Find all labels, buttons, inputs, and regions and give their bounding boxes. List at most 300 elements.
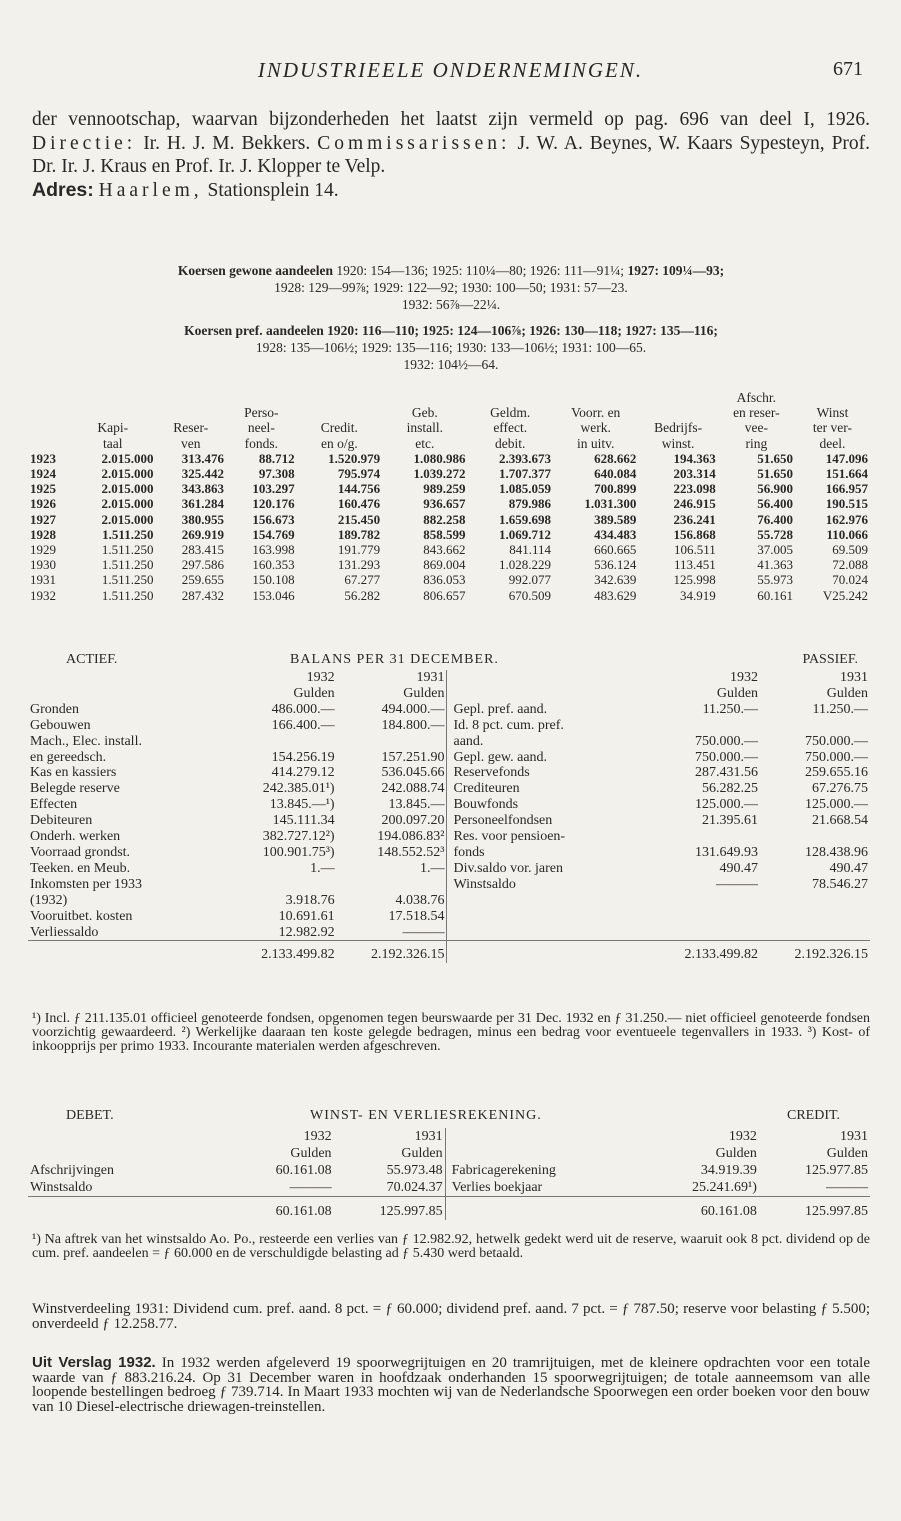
running-title: INDUSTRIEELE ONDERNEMINGEN. [257,58,644,82]
koersen-gewone-1927: 1927: 109¼—93; [627,263,725,278]
wv-footnote: ¹) Na aftrek van het winstsaldo Ao. Po., resteerde een verlies van ƒ 12.982.92, hetwelk gedekt werd uit de reserve, waaruit ook 8 pct. dividend op de cum. pref. aandeelen = ƒ 60.000 en de verschuldigde belasting ad ƒ 5.430 werd betaald. [32,1232,870,1261]
financial-table-row [28,451,870,466]
wv-total: 125.997.85 [334,1197,446,1221]
balans-label: Bouwfonds [447,797,650,813]
koersen-pref-line1: 1920: 116—110; 1925: 124—106⅞; 1926: 130—118; 1927: 135—116; [327,323,718,338]
balans-value [227,877,337,893]
financial-value-cell: 156.673 [252,511,295,527]
financial-value-cell: 297.586 [181,557,225,573]
financial-header-cell: effect. [493,420,528,436]
balans-year-row [28,670,870,686]
financial-value-cell: 1.511.250 [101,572,154,588]
intro-text: der vennootschap, waarvan bijzonderheden het laatst zijn vermeld op pag. 696 van deel I, 1926. [32,109,870,130]
directie-label: Directie: [32,132,137,154]
balans-value: 56.282.25 [702,781,759,797]
balans-value [337,877,447,893]
financial-value-cell: 60.161 [757,587,793,603]
wv-value: 60.161.08 [275,1163,332,1178]
balans-value: 750.000.— [695,749,759,765]
financial-value-cell: 989.259 [423,481,466,497]
balans-value: 21.668.54 [812,813,868,829]
financial-value-cell: 191.779 [337,542,381,558]
adres-value: Stationsplein 14. [207,179,339,201]
financial-table-row [28,496,870,511]
balans-label: fonds [447,845,650,861]
balans-value: 750.000.— [805,733,868,749]
balans-value: 78.546.27 [812,876,868,892]
financial-value-cell: 2.015.000 [101,466,154,482]
financial-value-cell: 795.974 [337,466,381,482]
financial-header-cell: Reser- [173,420,209,436]
financial-value-cell: 1.707.377 [498,466,551,482]
verslag-text: In 1932 werden afgeleverd 19 spoorwegrijtuigen en 20 tramrijtuigen, met de kleinere opdrachten voor een totale waarde van ƒ 883.216.24. Op 31 December waren in hoofdzaak onderhanden 15 spoorwegrijtuigen; de totale aanneemsom van alle loopende bestellingen bedroeg ƒ 739.714. In Maart 1933 mochten wij van de Nederlandsche Spoorwegen een order boeken voor den bouw van 10 Diesel-electrische driewagen-treinstellen. [32,1355,871,1415]
financial-value-cell: 1.511.250 [101,587,154,603]
balans-label: Winstsaldo [447,877,650,893]
financial-table-row [28,527,870,542]
wv-value: 125.977.85 [805,1163,868,1178]
financial-value-cell: 51.650 [757,466,793,482]
financial-value-cell: 67.277 [344,572,381,588]
balans-label: Teeken. en Meub. [30,860,131,876]
koersen-pref-label: Koersen pref. aandeelen [184,323,324,338]
financial-value-cell: 806.657 [423,587,466,603]
balans-row [28,845,870,861]
wv-row [28,1179,870,1197]
financial-value-cell: 1.511.250 [102,526,154,542]
balans-value [650,829,760,845]
balans-value: 166.400.— [271,717,335,733]
koersen-gewone [36,262,866,313]
balans-value [337,734,447,750]
financial-table-header [28,390,870,451]
balans-value: 13.845.—¹) [269,797,335,813]
balans-value [650,925,760,941]
balans-value [760,829,870,845]
financial-value-cell: 223.098 [673,481,716,497]
financial-value-cell: V25.242 [822,587,868,603]
commissarissen-label: Commissarissen: [317,132,511,154]
balans-value: 128.438.96 [805,844,868,860]
financial-table-row [28,542,870,557]
financial-year-cell: 1925 [30,481,56,497]
balans-label: Id. 8 pct. cum. pref. [447,718,650,734]
financial-value-cell: 151.664 [825,466,868,482]
adres-city: Haarlem, [98,179,203,201]
financial-year-cell: 1924 [30,466,56,482]
financial-value-cell: 236.241 [673,511,716,527]
wv-year-credit-1932: 1932 [728,1129,757,1144]
financial-header-row [28,405,870,420]
balans-year-actief-1931: 1931 [416,670,445,685]
commissarissen-value: J. W. A. Beynes, W. Kaars Sypesteyn, Prof. Dr. Ir. J. Kraus en Prof. Ir. J. Klopper te Velp. [32,132,871,177]
balans-unit-passief-1932: Gulden [716,685,759,701]
balans-label: Reservefonds [447,765,650,781]
financial-value-cell: 1.080.986 [413,450,466,466]
financial-value-cell: 1.069.712 [498,526,551,542]
financial-value-cell: 147.096 [825,450,868,466]
balans-value: 154.256.19 [271,749,335,765]
balans-label: Voorraad grondst. [30,844,131,860]
financial-header-cell [70,405,155,420]
financial-value-cell: 628.662 [594,450,637,466]
financial-value-cell: 56.900 [757,481,793,497]
financial-header-cell: en reser- [733,405,780,421]
balans-value: ——— [402,924,445,940]
financial-value-cell: 56.400 [757,496,793,512]
financial-value-cell: 259.655 [181,572,225,588]
financial-value-cell: 936.657 [423,496,466,512]
financial-header-cell [468,390,553,405]
financial-value-cell: 203.314 [673,466,716,482]
wv-value: ——— [826,1180,868,1195]
wv-total: 60.161.08 [648,1197,759,1221]
balans-unit-actief-1931: Gulden [403,685,445,701]
wv-label: Fabricagerekening [445,1162,648,1179]
financial-value-cell: 150.108 [252,572,295,588]
financial-value-cell: 992.077 [508,572,551,588]
wv-heading [28,1108,870,1126]
financial-value-cell: 154.769 [252,526,295,542]
financial-value-cell: 380.955 [181,511,225,527]
financial-header-cell [795,390,870,405]
financial-value-cell: 166.957 [825,481,868,497]
financial-header-cell [155,390,226,405]
balans-value: 490.47 [829,860,868,876]
balans-value: 494.000.— [381,701,445,717]
financial-header-cell: ven [180,435,201,451]
balans-value: 13.845.— [388,797,445,813]
balans-label [447,925,650,941]
financial-header-cell: neel- [247,420,275,436]
balans-value: 242.385.01¹) [262,781,335,797]
financial-value-cell: 269.919 [181,526,225,542]
balans-label: Belegde reserve [30,781,120,797]
financial-value-cell: 342.639 [594,572,637,588]
balans-value: 536.045.66 [381,765,445,781]
balans-label: (1932) [30,892,68,908]
financial-value-cell: 2.015.000 [101,450,154,466]
financial-year-cell: 1923 [30,450,56,466]
credit-label: CREDIT. [786,1108,840,1123]
wv-year-row [28,1128,870,1145]
balans-value [650,718,760,734]
financial-value-cell: 106.511 [673,542,716,558]
page-header [0,58,901,86]
financial-header-cell: Perso- [244,405,279,421]
footnote-1: ¹) Incl. ƒ 211.135.01 officieel genoteerde fondsen, opgenomen tegen beurswaarde per 31 Dec. 1932 en ƒ 31.250.— niet officieel genoteerde fondsen voorzichtig gewaardeerd. [32,1011,870,1040]
financial-value-cell: 156.868 [673,526,716,542]
koersen-gewone-label: Koersen gewone aandeelen [177,263,334,278]
financial-value-cell: 246.915 [673,496,716,512]
balans-row [28,813,870,829]
financial-value-cell: 160.476 [337,496,381,512]
financial-value-cell: 2.015.000 [101,481,154,497]
financial-header-cell [28,405,70,420]
financial-value-cell: 88.712 [258,450,295,466]
wv-unit-row [28,1145,870,1162]
wv-value: 55.973.48 [386,1163,443,1178]
financial-year-cell: 1926 [30,496,56,512]
financial-value-cell: 483.629 [594,587,637,603]
koersen-gewone-line2: 1928: 129—99⅞; 1929: 122—92; 1930: 100—50; 1931: 57—23. [274,280,628,295]
koersen-pref-line2: 1928: 135—106½; 1929: 135—116; 1930: 133—106½; 1931: 100—65. [255,340,647,355]
financial-value-cell: 858.599 [423,526,466,542]
financial-table-row [28,512,870,527]
balans-total: 2.133.499.82 [650,941,760,963]
balans-table-body [28,670,870,963]
balans-value [760,893,870,909]
financial-header-cell: Geldm. [490,405,531,421]
balans-row [28,877,870,893]
balans-value [650,909,760,925]
balans-row [28,702,870,718]
balans-label: Kas en kassiers [30,765,117,781]
verslag-label: Uit Verslag 1932. [32,1354,156,1371]
financial-value-cell: 162.976 [825,511,868,527]
financial-value-cell: 55.728 [757,526,793,542]
balans-value: 148.552.52³ [377,844,445,860]
balans-label: Inkomsten per 1933 [30,876,142,892]
wv-title: WINST- EN VERLIESREKENING. [310,1108,542,1123]
balans-totals-row [28,941,870,963]
balans-value: 12.982.92 [278,924,335,940]
balans-value [227,734,337,750]
debet-label: DEBET. [66,1108,114,1123]
balans-unit-row [28,686,870,702]
balans-value: 157.251.90 [381,749,445,765]
balans-year-passief-1932: 1932 [730,670,759,685]
wv-unit-debet-1932: Gulden [290,1146,332,1161]
balans-value: 1.— [310,860,335,876]
financial-value-cell: 131.293 [337,557,381,573]
financial-value-cell: 1.659.698 [498,511,551,527]
financial-year-cell: 1931 [30,572,56,588]
passief-label: PASSIEF. [802,652,858,667]
financial-value-cell: 361.284 [181,496,225,512]
financial-table-row [28,557,870,572]
balans-value: 1.— [419,860,445,876]
balans-value: 750.000.— [805,749,868,765]
balans-value: ——— [716,876,759,892]
financial-history-table [28,390,870,603]
financial-value-cell: 120.176 [252,496,295,512]
winstverdeeling-paragraph: Winstverdeeling 1931: Dividend cum. pref. aand. 8 pct. = ƒ 60.000; dividend pref. aand. 7 pct. = ƒ 787.50; reserve voor belasting ƒ 5.500; onverdeeld ƒ 12.258.77. [32,1301,870,1332]
financial-header-cell: Bedrijfs- [654,420,703,436]
financial-header-cell [638,405,717,420]
financial-header-cell: debit. [495,435,526,451]
balans-value [760,909,870,925]
financial-value-cell: 1.039.272 [413,466,466,482]
balans-row [28,925,870,941]
balans-label [447,893,650,909]
wv-value: 70.024.37 [386,1180,443,1195]
balans-unit-actief-1932: Gulden [293,685,335,701]
financial-header-cell [297,405,382,420]
financial-header-cell [553,390,638,405]
balans-value: 125.000.— [805,797,868,813]
financial-value-cell: 283.415 [181,542,225,558]
winst-verlies-table [28,1128,870,1220]
financial-year-cell: 1927 [30,511,56,527]
financial-table-row [28,588,870,603]
financial-table-row [28,466,870,481]
financial-value-cell: 34.919 [680,587,716,603]
koersen-gewone-line3: 1932: 56⅞—22¼. [401,297,501,312]
financial-year-cell: 1928 [30,526,56,542]
financial-value-cell: 1.028.229 [498,557,551,573]
balans-label: Effecten [30,797,78,813]
balans-label: Onderh. werken [30,829,121,845]
financial-header-cell: Winst [816,405,849,421]
balans-row [28,718,870,734]
balans-label [447,909,650,925]
financial-header-cell [155,405,226,420]
financial-value-cell: 287.432 [181,587,225,603]
financial-header-cell: install. [406,420,443,436]
financial-value-cell: 113.451 [673,557,716,573]
financial-value-cell: 1.511.250 [101,542,154,558]
balans-value: 242.088.74 [381,781,445,797]
balans-footnotes [32,1012,870,1054]
balans-row [28,861,870,877]
financial-header-cell [638,390,717,405]
financial-header-cell: Voorr. en [571,405,621,421]
koersen-pref-line3: 1932: 104½—64. [403,357,499,372]
financial-value-cell: 1.511.250 [101,557,154,573]
balans-heading [28,652,870,670]
wv-unit-credit-1932: Gulden [715,1146,757,1161]
page-number: 671 [833,58,863,80]
balans-label: Mach., Elec. install. [30,733,142,749]
financial-value-cell: 660.665 [594,542,637,558]
balans-value: 21.395.61 [702,813,759,829]
financial-header-cell: ter ver- [812,420,852,436]
balans-value: 3.918.76 [285,892,335,908]
financial-value-cell: 97.308 [258,466,295,482]
balans-row [28,781,870,797]
balans-row [28,797,870,813]
balans-value: 131.649.93 [695,844,759,860]
financial-value-cell: 189.782 [337,526,381,542]
financial-header-cell [28,420,70,435]
balans-value: 200.097.20 [381,813,445,829]
financial-header-cell: fonds. [244,435,278,451]
balans-value [650,893,760,909]
wv-label: Verlies boekjaar [445,1179,648,1197]
financial-header-cell: Kapi- [97,420,129,436]
balans-row [28,765,870,781]
financial-header-cell [297,390,382,405]
intro-paragraph [32,108,870,202]
balans-label: Res. voor pensioen- [447,829,650,845]
financial-value-cell: 325.442 [181,466,225,482]
financial-value-cell: 215.450 [337,511,381,527]
balans-row [28,893,870,909]
balans-label: en gereedsch. [30,749,107,765]
balans-value: 259.655.16 [805,765,868,781]
financial-header-row [28,390,870,405]
wv-label: Winstsaldo [30,1180,93,1195]
financial-value-cell: 1.085.059 [498,481,551,497]
balans-total: 2.133.499.82 [227,941,337,963]
verslag-paragraph [32,1356,870,1414]
balans-label: Gebouwen [30,717,91,733]
financial-header-cell: werk. [580,420,611,436]
balans-label: Div.saldo vor. jaren [447,861,650,877]
financial-value-cell: 836.053 [423,572,466,588]
adres-label: Adres: [32,178,94,201]
financial-header-cell: in uitv. [577,435,615,451]
financial-year-cell: 1932 [30,587,56,603]
balans-label: Personeelfondsen [447,813,650,829]
financial-value-cell: 869.004 [423,557,466,573]
financial-header-cell [28,436,70,451]
wv-total: 125.997.85 [759,1197,870,1221]
wv-table-body [28,1128,870,1220]
financial-value-cell: 76.400 [757,511,793,527]
financial-value-cell: 640.084 [594,466,637,482]
financial-value-cell: 163.998 [252,542,295,558]
financial-value-cell: 70.024 [832,572,868,588]
balans-row [28,734,870,750]
balans-label: Vooruitbet. kosten [30,908,133,924]
financial-value-cell: 125.998 [673,572,716,588]
balans-value: 490.47 [719,860,759,876]
financial-value-cell: 434.483 [594,526,637,542]
financial-value-cell: 1.520.979 [328,450,381,466]
koersen-gewone-line1: 1920: 154—136; 1925: 110¼—80; 1926: 111—91¼; [336,263,625,278]
wv-year-debet-1931: 1931 [414,1129,443,1144]
balans-unit-passief-1931: Gulden [826,685,868,701]
balans-value: 17.518.54 [388,908,445,924]
wv-unit-debet-1931: Gulden [401,1146,443,1161]
balans-row [28,750,870,766]
financial-value-cell: 2.015.000 [101,511,154,527]
balans-value [760,718,870,734]
financial-value-cell: 37.005 [757,542,793,558]
balans-total: 2.192.326.15 [760,941,870,963]
financial-value-cell: 72.088 [832,557,868,573]
financial-value-cell: 160.353 [252,557,295,573]
financial-header-cell: Afschr. [736,390,777,405]
footnote-3: ³) Kost- of inkoopprijs per primo 1933. Incourante materialen werden afgeschreven. [32,1025,870,1054]
financial-value-cell: 843.662 [423,542,466,558]
financial-value-cell: 700.899 [594,481,637,497]
balans-value: 67.276.75 [812,781,868,797]
balans-value: 125.000.— [695,797,759,813]
financial-year-cell: 1929 [30,542,56,558]
financial-value-cell: 670.509 [508,587,551,603]
financial-header-cell: en o/g. [320,435,358,451]
balans-label: Crediteuren [447,781,650,797]
balans-total: 2.192.326.15 [337,941,447,963]
balans-title: BALANS PER 31 DECEMBER. [290,652,499,667]
financial-table-row [28,481,870,496]
wv-value: 34.919.39 [700,1163,757,1178]
wv-year-debet-1932: 1932 [303,1129,332,1144]
wv-value: 25.241.69¹) [692,1180,757,1195]
financial-header-row [28,436,870,451]
balans-value: 414.279.12 [271,765,335,781]
balans-value: 382.727.12²) [262,829,335,845]
balans-value: 11.250.— [812,701,868,717]
financial-value-cell: 2.393.673 [498,450,551,466]
balans-value: 750.000.— [695,733,759,749]
balans-value [760,925,870,941]
financial-value-cell: 51.650 [757,450,793,466]
balans-label: Gepl. gew. aand. [447,750,650,766]
financial-value-cell: 69.509 [832,542,868,558]
